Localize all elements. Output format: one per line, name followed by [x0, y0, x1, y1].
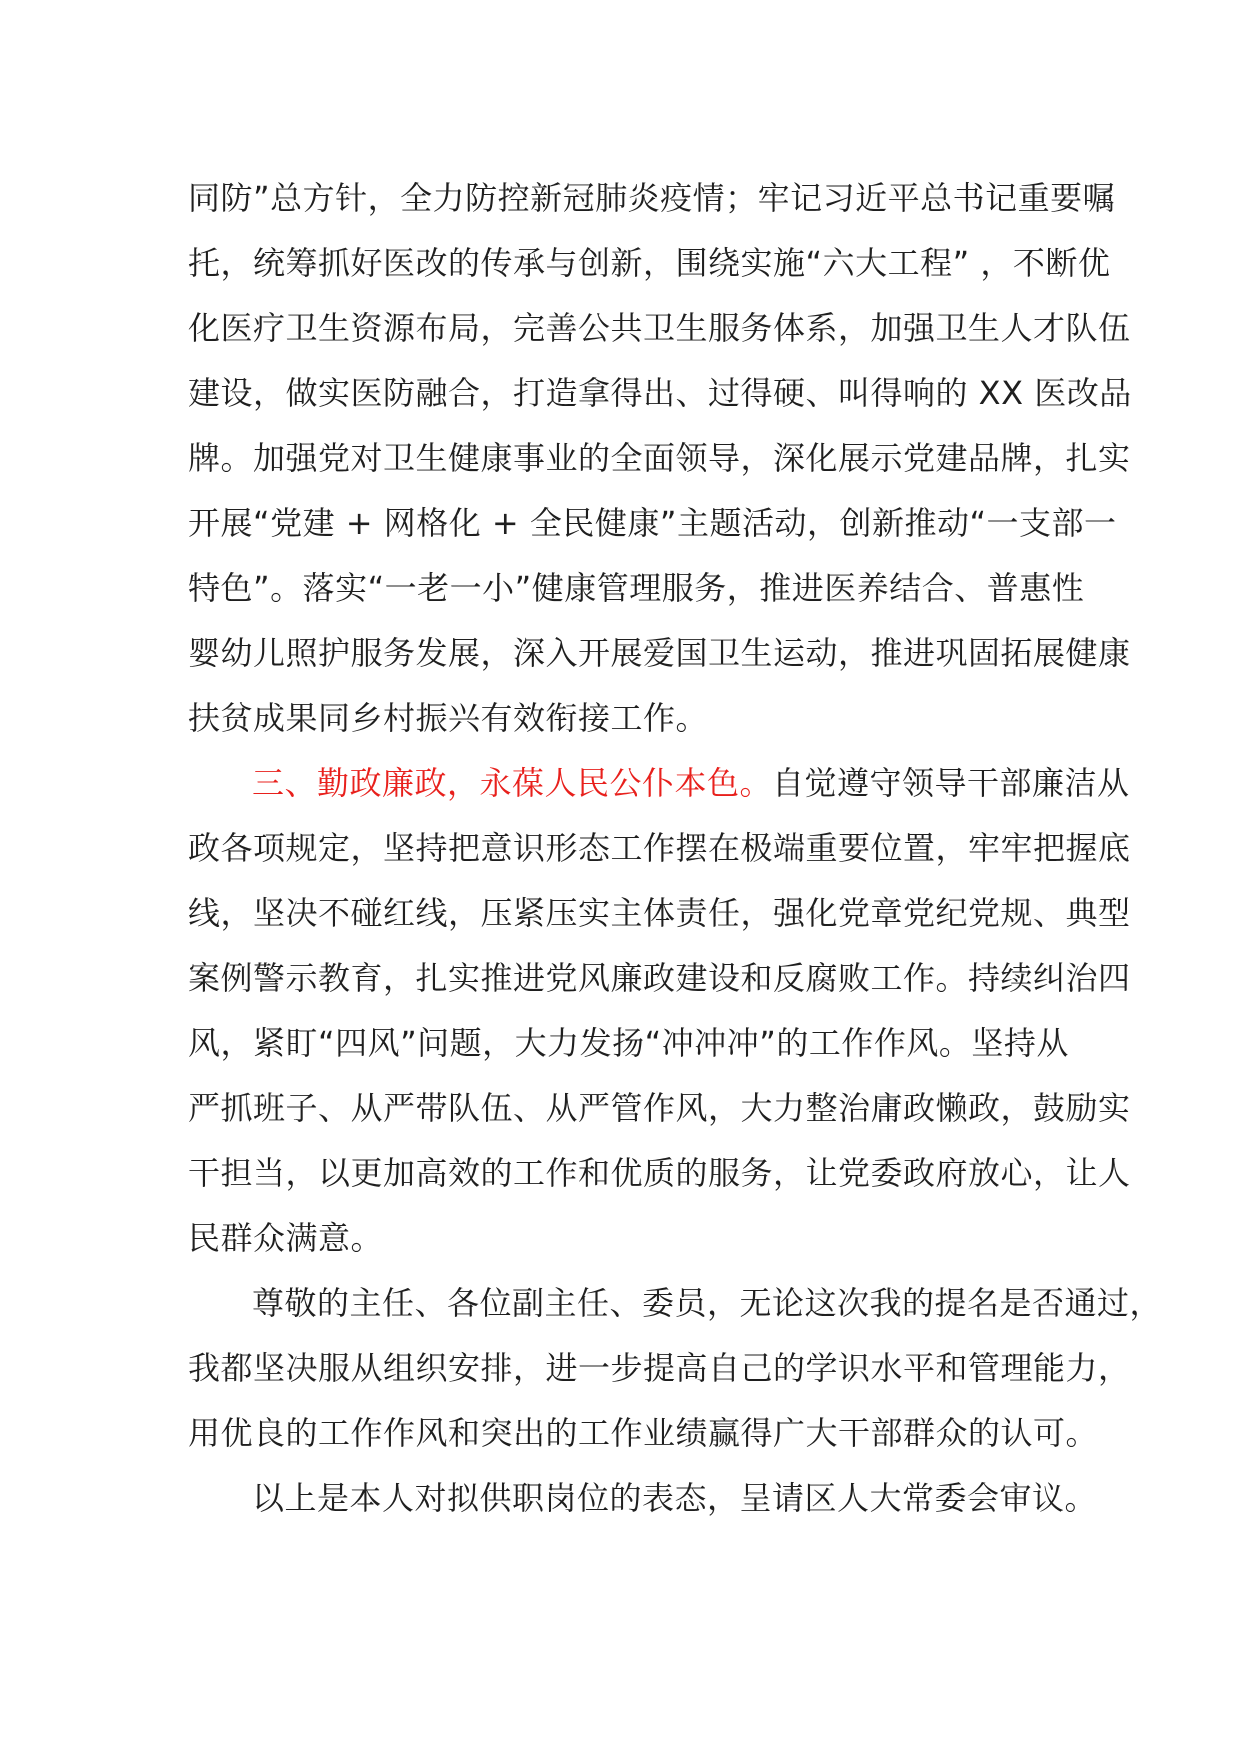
text-line: 扶贫成果同乡村振兴有效衔接工作。 [188, 699, 709, 737]
text-line: 严抓班子、从严带队伍、从严管作风，大力整治庸政懒政，鼓励实 [188, 1089, 1131, 1127]
paragraph-4 [188, 1466, 1098, 1531]
text-line: 同防”总方针，全力防控新冠肺炎疫情；牢记习近平总书记重要嘱 [188, 179, 1116, 217]
section-heading: 三、勤政廉政，永葆人民公仆本色。 [252, 764, 773, 802]
text-line: 托，统筹抓好医改的传承与创新，围绕实施“六大工程” ，不断优 [188, 244, 1111, 282]
text-line: 用优良的工作作风和突出的工作业绩赢得广大干部群众的认可。 [188, 1414, 1099, 1452]
text-line: 特色”。落实“一老一小”健康管理服务，推进医养结合、普惠性 [188, 569, 1085, 607]
text-line: 开展“党建 + 网格化 + 全民健康”主题活动，创新推动“一支部一 [188, 504, 1117, 542]
text-line: 线，坚决不碰红线，压紧压实主体责任，强化党章党纪党规、典型 [188, 894, 1131, 932]
text-line: 政各项规定，坚持把意识形态工作摆在极端重要位置，牢牢把握底 [188, 829, 1131, 867]
text-line: 婴幼儿照护服务发展，深入开展爱国卫生运动，推进巩固拓展健康 [188, 634, 1131, 672]
heading-line-rest: 自觉遵守领导干部廉洁从 [772, 764, 1130, 802]
text-line: 尊敬的主任、各位副主任、委员，无论这次我的提名是否通过， [252, 1284, 1163, 1322]
text-line: 干担当，以更加高效的工作和优质的服务，让党委政府放心，让人 [188, 1154, 1131, 1192]
text-line: 建设，做实医防融合，打造拿得出、过得硬、叫得响的 XX 医改品 [188, 374, 1132, 412]
text-line: 我都坚决服从组织安排，进一步提高自己的学识水平和管理能力， [188, 1349, 1131, 1387]
text-line: 化医疗卫生资源布局，完善公共卫生服务体系，加强卫生人才队伍 [188, 309, 1131, 347]
text-line [188, 751, 1130, 816]
paragraph-2 [188, 751, 1131, 1271]
text-line: 牌。加强党对卫生健康事业的全面领导，深化展示党建品牌，扎实 [188, 439, 1131, 477]
paragraph-3 [188, 1271, 1163, 1466]
text-line: 民群众满意。 [188, 1219, 384, 1257]
text-line: 以上是本人对拟供职岗位的表态，呈请区人大常委会审议。 [252, 1479, 1098, 1517]
text-line: 案例警示教育，扎实推进党风廉政建设和反腐败工作。持续纠治四 [188, 959, 1131, 997]
paragraph-1 [188, 166, 1132, 751]
text-line: 风，紧盯“四风”问题，大力发扬“冲冲冲”的工作作风。坚持从 [188, 1024, 1069, 1062]
document-page [188, 166, 1163, 1531]
